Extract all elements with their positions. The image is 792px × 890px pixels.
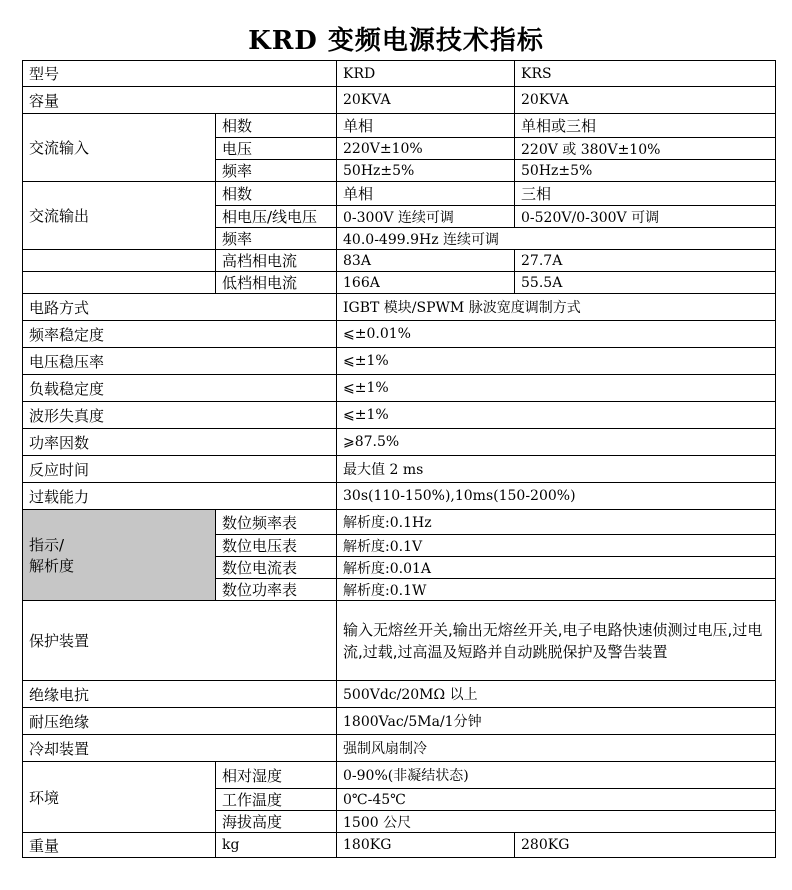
table-row-model	[23, 61, 776, 87]
current-meter-label: 数位电流表	[216, 557, 337, 579]
cooling-value: 强制风扇制冷	[337, 735, 776, 762]
high-current-krs: 27.7A	[515, 250, 776, 272]
ac-output-voltage-label: 相电压/线电压	[216, 206, 337, 228]
table-row-low-current	[23, 272, 776, 294]
altitude-label: 海拔高度	[216, 811, 337, 833]
cooling-label: 冷却装置	[23, 735, 337, 762]
response-value: 最大值 2 ms	[337, 456, 776, 483]
temperature-value: 0℃-45℃	[337, 789, 776, 811]
table-row-withstand	[23, 708, 776, 735]
table-row-freq-stability	[23, 321, 776, 348]
power-meter-value: 解析度:0.1W	[337, 579, 776, 601]
ac-input-phase-label: 相数	[216, 114, 337, 138]
altitude-value: 1500 公尺	[337, 811, 776, 833]
table-row-power-factor	[23, 429, 776, 456]
weight-unit: kg	[216, 833, 337, 858]
ac-input-phase-krs: 单相或三相	[515, 114, 776, 138]
table-row-ac-input-phase	[23, 114, 776, 138]
table-row-overload	[23, 483, 776, 510]
ac-input-voltage-krd: 220V±10%	[337, 138, 515, 160]
table-row-high-current	[23, 250, 776, 272]
overload-value: 30s(110-150%),10ms(150-200%)	[337, 483, 776, 510]
power-meter-label: 数位功率表	[216, 579, 337, 601]
ac-input-voltage-krs: 220V 或 380V±10%	[515, 138, 776, 160]
ac-output-voltage-krs: 0-520V/0-300V 可调	[515, 206, 776, 228]
humidity-value: 0-90%(非凝结状态)	[337, 762, 776, 789]
capacity-krd: 20KVA	[337, 87, 515, 114]
display-label	[23, 510, 216, 601]
low-current-label: 低档相电流	[216, 272, 337, 294]
ac-output-frequency-label: 频率	[216, 228, 337, 250]
capacity-krs: 20KVA	[515, 87, 776, 114]
table-row-humidity	[23, 762, 776, 789]
insulation-value: 500Vdc/20MΩ 以上	[337, 681, 776, 708]
table-row-weight	[23, 833, 776, 858]
voltage-regulation-label: 电压稳压率	[23, 348, 337, 375]
distortion-label: 波形失真度	[23, 402, 337, 429]
power-factor-value: ⩾87.5%	[337, 429, 776, 456]
display-label-line1: 指示/	[29, 536, 65, 554]
protection-value: 输入无熔丝开关,输出无熔丝开关,电子电路快速侦测过电压,过电流,过载,过高温及短路并自动跳脱保护及警告装置	[337, 601, 776, 681]
current-meter-value: 解析度:0.01A	[337, 557, 776, 579]
table-row-circuit	[23, 294, 776, 321]
model-krs: KRS	[515, 61, 776, 87]
ac-output-phase-krs: 三相	[515, 182, 776, 206]
low-current-krd: 166A	[337, 272, 515, 294]
circuit-value: IGBT 模块/SPWM 脉波宽度调制方式	[337, 294, 776, 321]
high-current-krd: 83A	[337, 250, 515, 272]
high-current-label: 高档相电流	[216, 250, 337, 272]
low-current-krs: 55.5A	[515, 272, 776, 294]
ac-output-phase-label: 相数	[216, 182, 337, 206]
table-row-voltage-regulation	[23, 348, 776, 375]
weight-label: 重量	[23, 833, 216, 858]
withstand-value: 1800Vac/5Ma/1分钟	[337, 708, 776, 735]
high-current-blank	[23, 250, 216, 272]
ac-input-frequency-krs: 50Hz±5%	[515, 160, 776, 182]
humidity-label: 相对湿度	[216, 762, 337, 789]
ac-output-voltage-krd: 0-300V 连续可调	[337, 206, 515, 228]
distortion-value: ⩽±1%	[337, 402, 776, 429]
weight-krd: 180KG	[337, 833, 515, 858]
freq-stability-value: ⩽±0.01%	[337, 321, 776, 348]
ac-input-voltage-label: 电压	[216, 138, 337, 160]
load-stability-label: 负载稳定度	[23, 375, 337, 402]
voltage-regulation-value: ⩽±1%	[337, 348, 776, 375]
volt-meter-label: 数位电压表	[216, 535, 337, 557]
table-row-distortion	[23, 402, 776, 429]
freq-meter-value: 解析度:0.1Hz	[337, 510, 776, 535]
response-label: 反应时间	[23, 456, 337, 483]
model-label: 型号	[23, 61, 337, 87]
table-row-freq-meter	[23, 510, 776, 535]
table-row-capacity	[23, 87, 776, 114]
table-row-load-stability	[23, 375, 776, 402]
ac-output-frequency-value: 40.0-499.9Hz 连续可调	[337, 228, 776, 250]
volt-meter-value: 解析度:0.1V	[337, 535, 776, 557]
environment-label: 环境	[23, 762, 216, 833]
table-row-insulation	[23, 681, 776, 708]
freq-stability-label: 频率稳定度	[23, 321, 337, 348]
temperature-label: 工作温度	[216, 789, 337, 811]
ac-output-label: 交流输出	[23, 182, 216, 250]
display-label-line2: 解析度	[29, 557, 75, 575]
circuit-label: 电路方式	[23, 294, 337, 321]
spec-table	[22, 60, 776, 858]
insulation-label: 绝缘电抗	[23, 681, 337, 708]
ac-input-frequency-label: 频率	[216, 160, 337, 182]
ac-output-phase-krd: 单相	[337, 182, 515, 206]
weight-krs: 280KG	[515, 833, 776, 858]
model-krd: KRD	[337, 61, 515, 87]
protection-label: 保护装置	[23, 601, 337, 681]
table-row-ac-output-phase	[23, 182, 776, 206]
overload-label: 过载能力	[23, 483, 337, 510]
power-factor-label: 功率因数	[23, 429, 337, 456]
capacity-label: 容量	[23, 87, 337, 114]
table-row-protection	[23, 601, 776, 681]
load-stability-value: ⩽±1%	[337, 375, 776, 402]
ac-input-phase-krd: 单相	[337, 114, 515, 138]
withstand-label: 耐压绝缘	[23, 708, 337, 735]
low-current-blank	[23, 272, 216, 294]
ac-input-frequency-krd: 50Hz±5%	[337, 160, 515, 182]
freq-meter-label: 数位频率表	[216, 510, 337, 535]
table-row-cooling	[23, 735, 776, 762]
page-title: KRD 变频电源技术指标	[248, 26, 544, 56]
table-row-response	[23, 456, 776, 483]
ac-input-label: 交流输入	[23, 114, 216, 182]
